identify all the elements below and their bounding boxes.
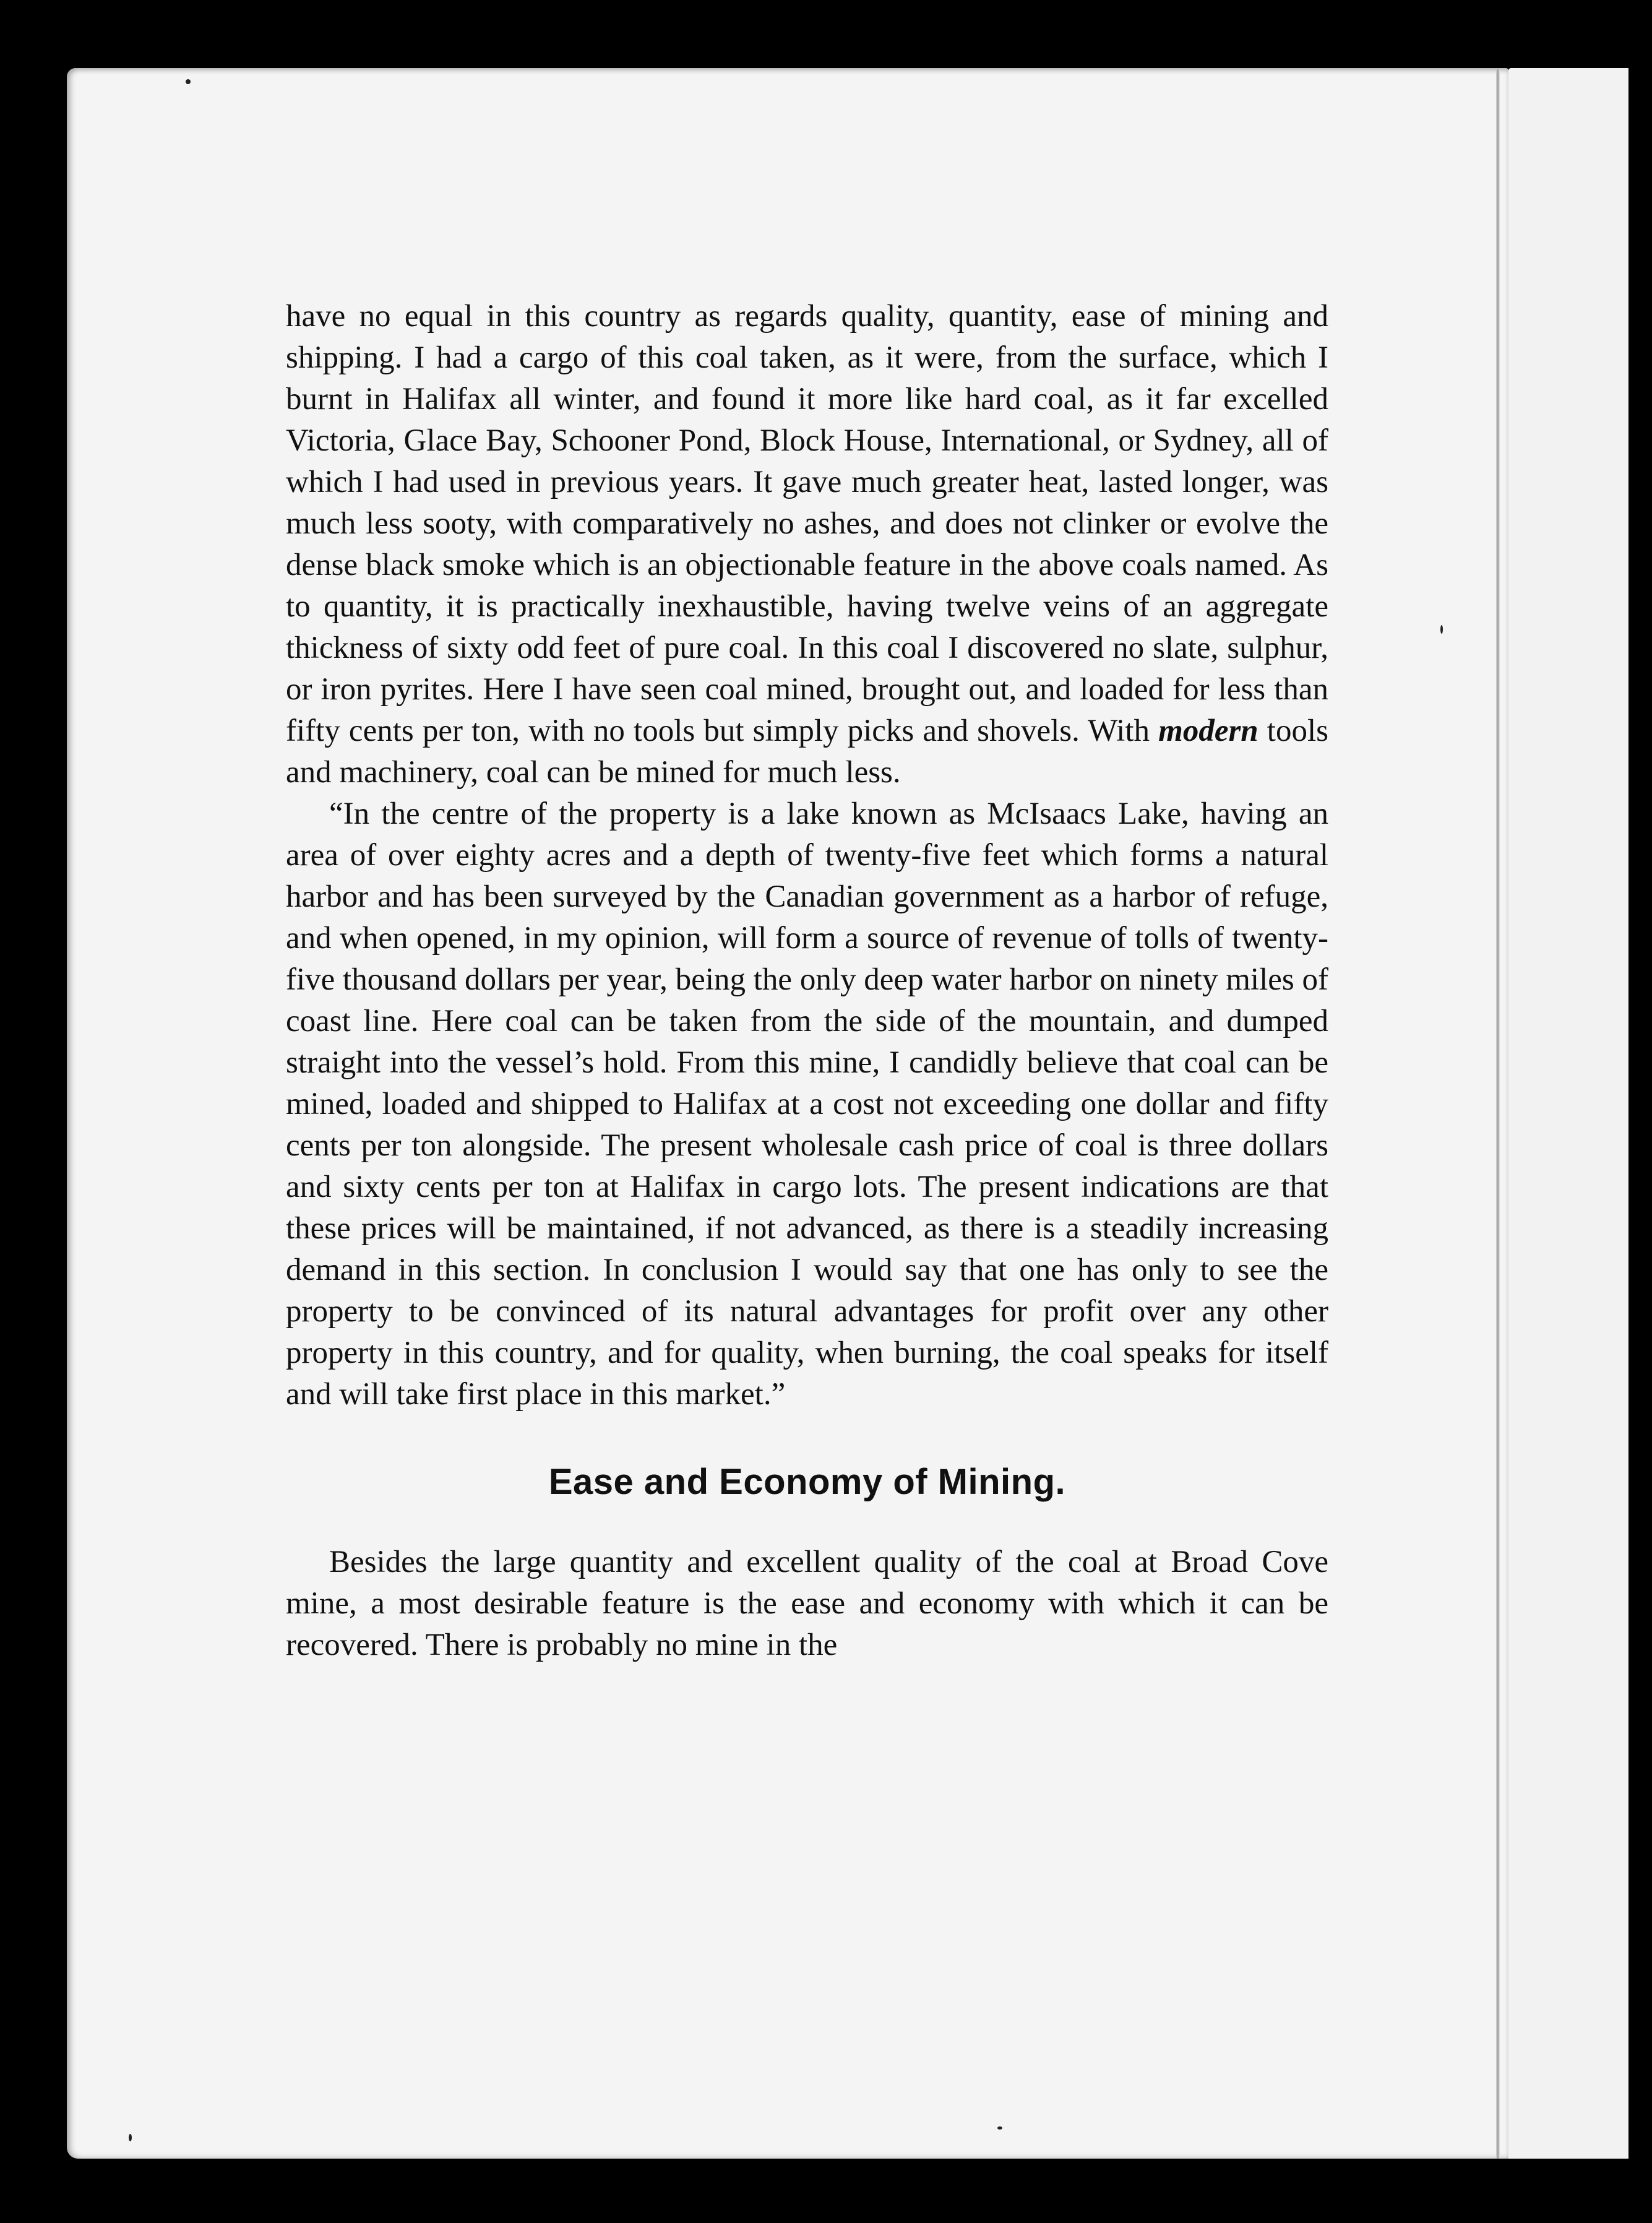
dust-speck [997, 2126, 1002, 2130]
section-heading: Ease and Economy of Mining. [548, 1462, 1066, 1502]
scan-border-right [1628, 62, 1652, 2160]
body-paragraph-text: have no equal in this country as regards quality, quantity, ease of mining and shipping. I had a cargo of this coal taken, as it were, from the surface, which I burnt in Halifax all winter, and found it more like hard coal, as it far excelled Victoria, Glace Bay, Schooner Pond, Block House, International, or Sydney, all of which I had used in previous years. It gave much greater heat, lasted longer, was much less sooty, with comparatively no ashes, and does not clinker or evolve the dense black smoke which is an objectionable feature in the above coals named. As to quantity, it is practically inexhaustible, having twelve veins of an aggregate thickness of sixty odd feet of pure coal. In this coal I discovered no slate, sulphur, or iron pyrites. Here I have seen coal mined, brought out, and loaded for less than fifty cents per ton, with no tools but simply picks and shovels. With [286, 299, 1328, 748]
page-fold-line [1496, 69, 1500, 2159]
body-paragraph [286, 296, 1328, 793]
dust-speck [186, 79, 191, 84]
page-body-text [286, 296, 1328, 1666]
emphasized-word: modern [1158, 714, 1258, 748]
quoted-paragraph: “In the centre of the property is a lake known as McIsaacs Lake, having an area of over eighty acres and a depth of twenty-five feet which forms a natural harbor and has been surveyed by the Canadian government as a harbor of refuge, and when opened, in my opinion, will form a source of revenue of tolls of twenty-five thousand dollars per year, being the only deep water harbor on ninety miles of coast line. Here coal can be taken from the side of the mountain, and dumped straight into the vessel’s hold. From this mine, I candidly believe that coal can be mined, loaded and shipped to Halifax at a cost not exceeding one dollar and fifty cents per ton alongside. The present wholesale cash price of coal is three dollars and sixty cents per ton at Halifax in cargo lots. The present indications are that these prices will be maintained, if not advanced, as there is a steadily increasing demand in this section. In conclusion I would say that one has only to see the property to be convinced of its natural advantages for profit over any other property in this country, and for quality, when burning, the coal speaks for itself and will take first place in this market.” [286, 796, 1328, 1412]
body-paragraph: Besides the large quantity and excellent quality of the coal at Broad Cove mine, a most desirable feature is the ease and economy with which it can be recovered. There is probably no mine in the [286, 1545, 1328, 1662]
dust-speck [129, 2134, 132, 2141]
body-paragraph-text: tools and machinery, coal can be mined for much less. [286, 714, 1328, 790]
dust-speck [1440, 625, 1443, 634]
